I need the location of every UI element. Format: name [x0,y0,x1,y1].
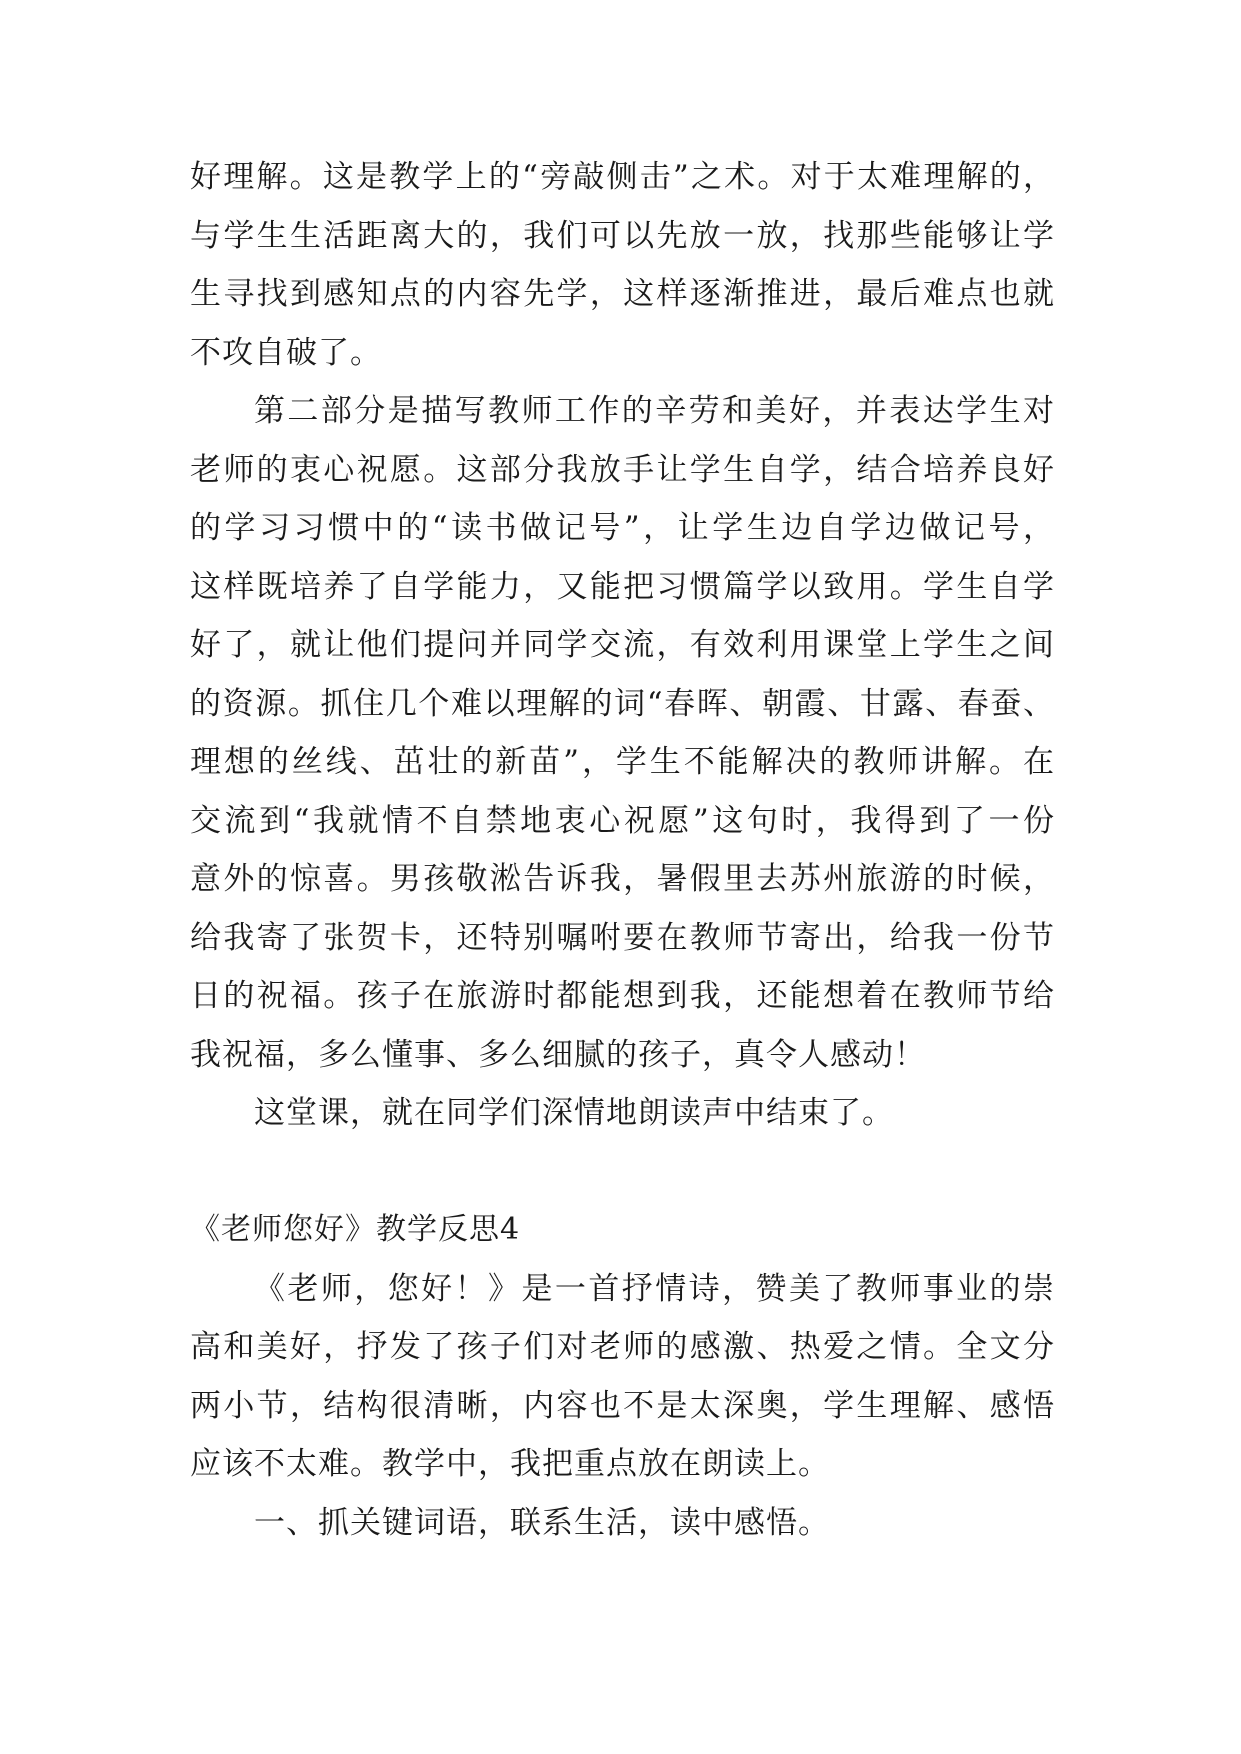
text-line: 交流到“我就情不自禁地衷心祝愿”这句时，我得到了一份 [190,802,1055,839]
text-line: 的资源。抓住几个难以理解的词“春晖、朝霞、甘露、春蚕、 [190,685,1055,722]
text-line: 好了，就让他们提问并同学交流，有效利用课堂上学生之间 [190,627,1055,663]
text-line: 日的祝福。孩子在旅游时都能想到我，还能想着在教师节给 [190,978,1055,1014]
paragraph-second-part [190,382,1055,1084]
text-line: 《老师，您好！》是一首抒情诗，赞美了教师事业的崇 [254,1270,1055,1307]
text-line: 与学生生活距离大的，我们可以先放一放，找那些能够让学 [190,217,1055,254]
text-line: 不攻自破了。 [190,334,382,371]
text-line: 生寻找到感知点的内容先学，这样逐渐推进，最后难点也就 [190,276,1055,312]
text-line: 高和美好，抒发了孩子们对老师的感激、热爱之情。全文分 [190,1329,1055,1365]
text-line: 老师的衷心祝愿。这部分我放手让学生自学，结合培养良好 [190,451,1055,488]
paragraph-point-one [190,1494,1055,1553]
text-line: 的学习习惯中的“读书做记号”，让学生边自学边做记号， [190,510,1055,546]
text-line: 给我寄了张贺卡，还特别嘱咐要在教师节寄出，给我一份节 [190,919,1055,956]
paragraph-reflection-intro [190,1260,1055,1494]
text-line: 我祝福，多么懂事、多么细腻的孩子，真令人感动！ [190,1036,926,1073]
section-heading: 《老师您好》教学反思4 [190,1212,521,1247]
paragraph-closing [190,1084,1055,1143]
text-line: 两小节，结构很清晰，内容也不是太深奥，学生理解、感悟 [190,1387,1055,1424]
text-line: 意外的惊喜。男孩敬淞告诉我，暑假里去苏州旅游的时候， [190,861,1055,897]
text-line: 应该不太难。教学中，我把重点放在朗读上。 [190,1446,830,1482]
paragraph-continuation [190,148,1055,382]
text-line: 一、抓关键词语，联系生活，读中感悟。 [254,1504,830,1541]
text-line: 第二部分是描写教师工作的辛劳和美好，并表达学生对 [254,393,1055,429]
text-line: 这样既培养了自学能力，又能把习惯篇学以致用。学生自学 [190,568,1055,605]
text-line: 这堂课，就在同学们深情地朗读声中结束了。 [254,1095,894,1131]
text-line: 理想的丝线、茁壮的新苗”，学生不能解决的教师讲解。在 [190,744,1055,780]
blank-gap [190,1143,1055,1202]
text-line: 好理解。这是教学上的“旁敲侧击”之术。对于太难理解的， [190,159,1055,195]
document-page [190,148,1055,1552]
